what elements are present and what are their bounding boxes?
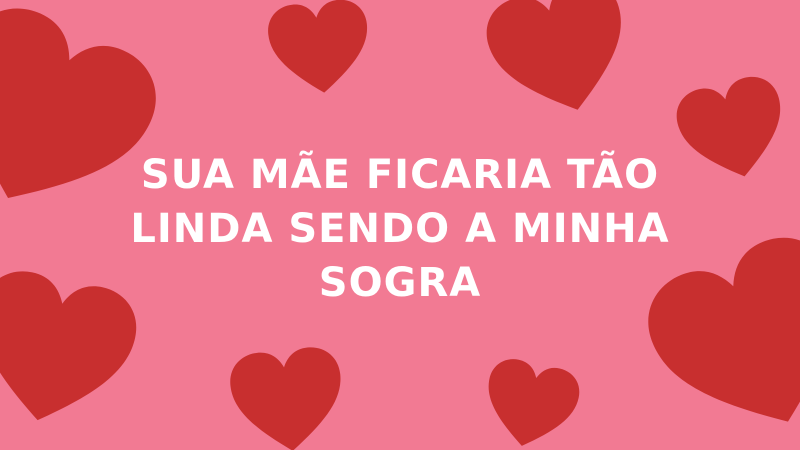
heart-icon (473, 0, 648, 132)
quote-text (110, 148, 690, 310)
heart-icon (224, 332, 351, 450)
quote-line: SUA MÃE FICARIA TÃO (140, 152, 660, 198)
quote-line: LINDA SENDO A MINHA (130, 206, 670, 252)
quote-line: SOGRA (318, 260, 482, 306)
heart-icon (474, 346, 588, 450)
heart-icon (257, 0, 381, 101)
